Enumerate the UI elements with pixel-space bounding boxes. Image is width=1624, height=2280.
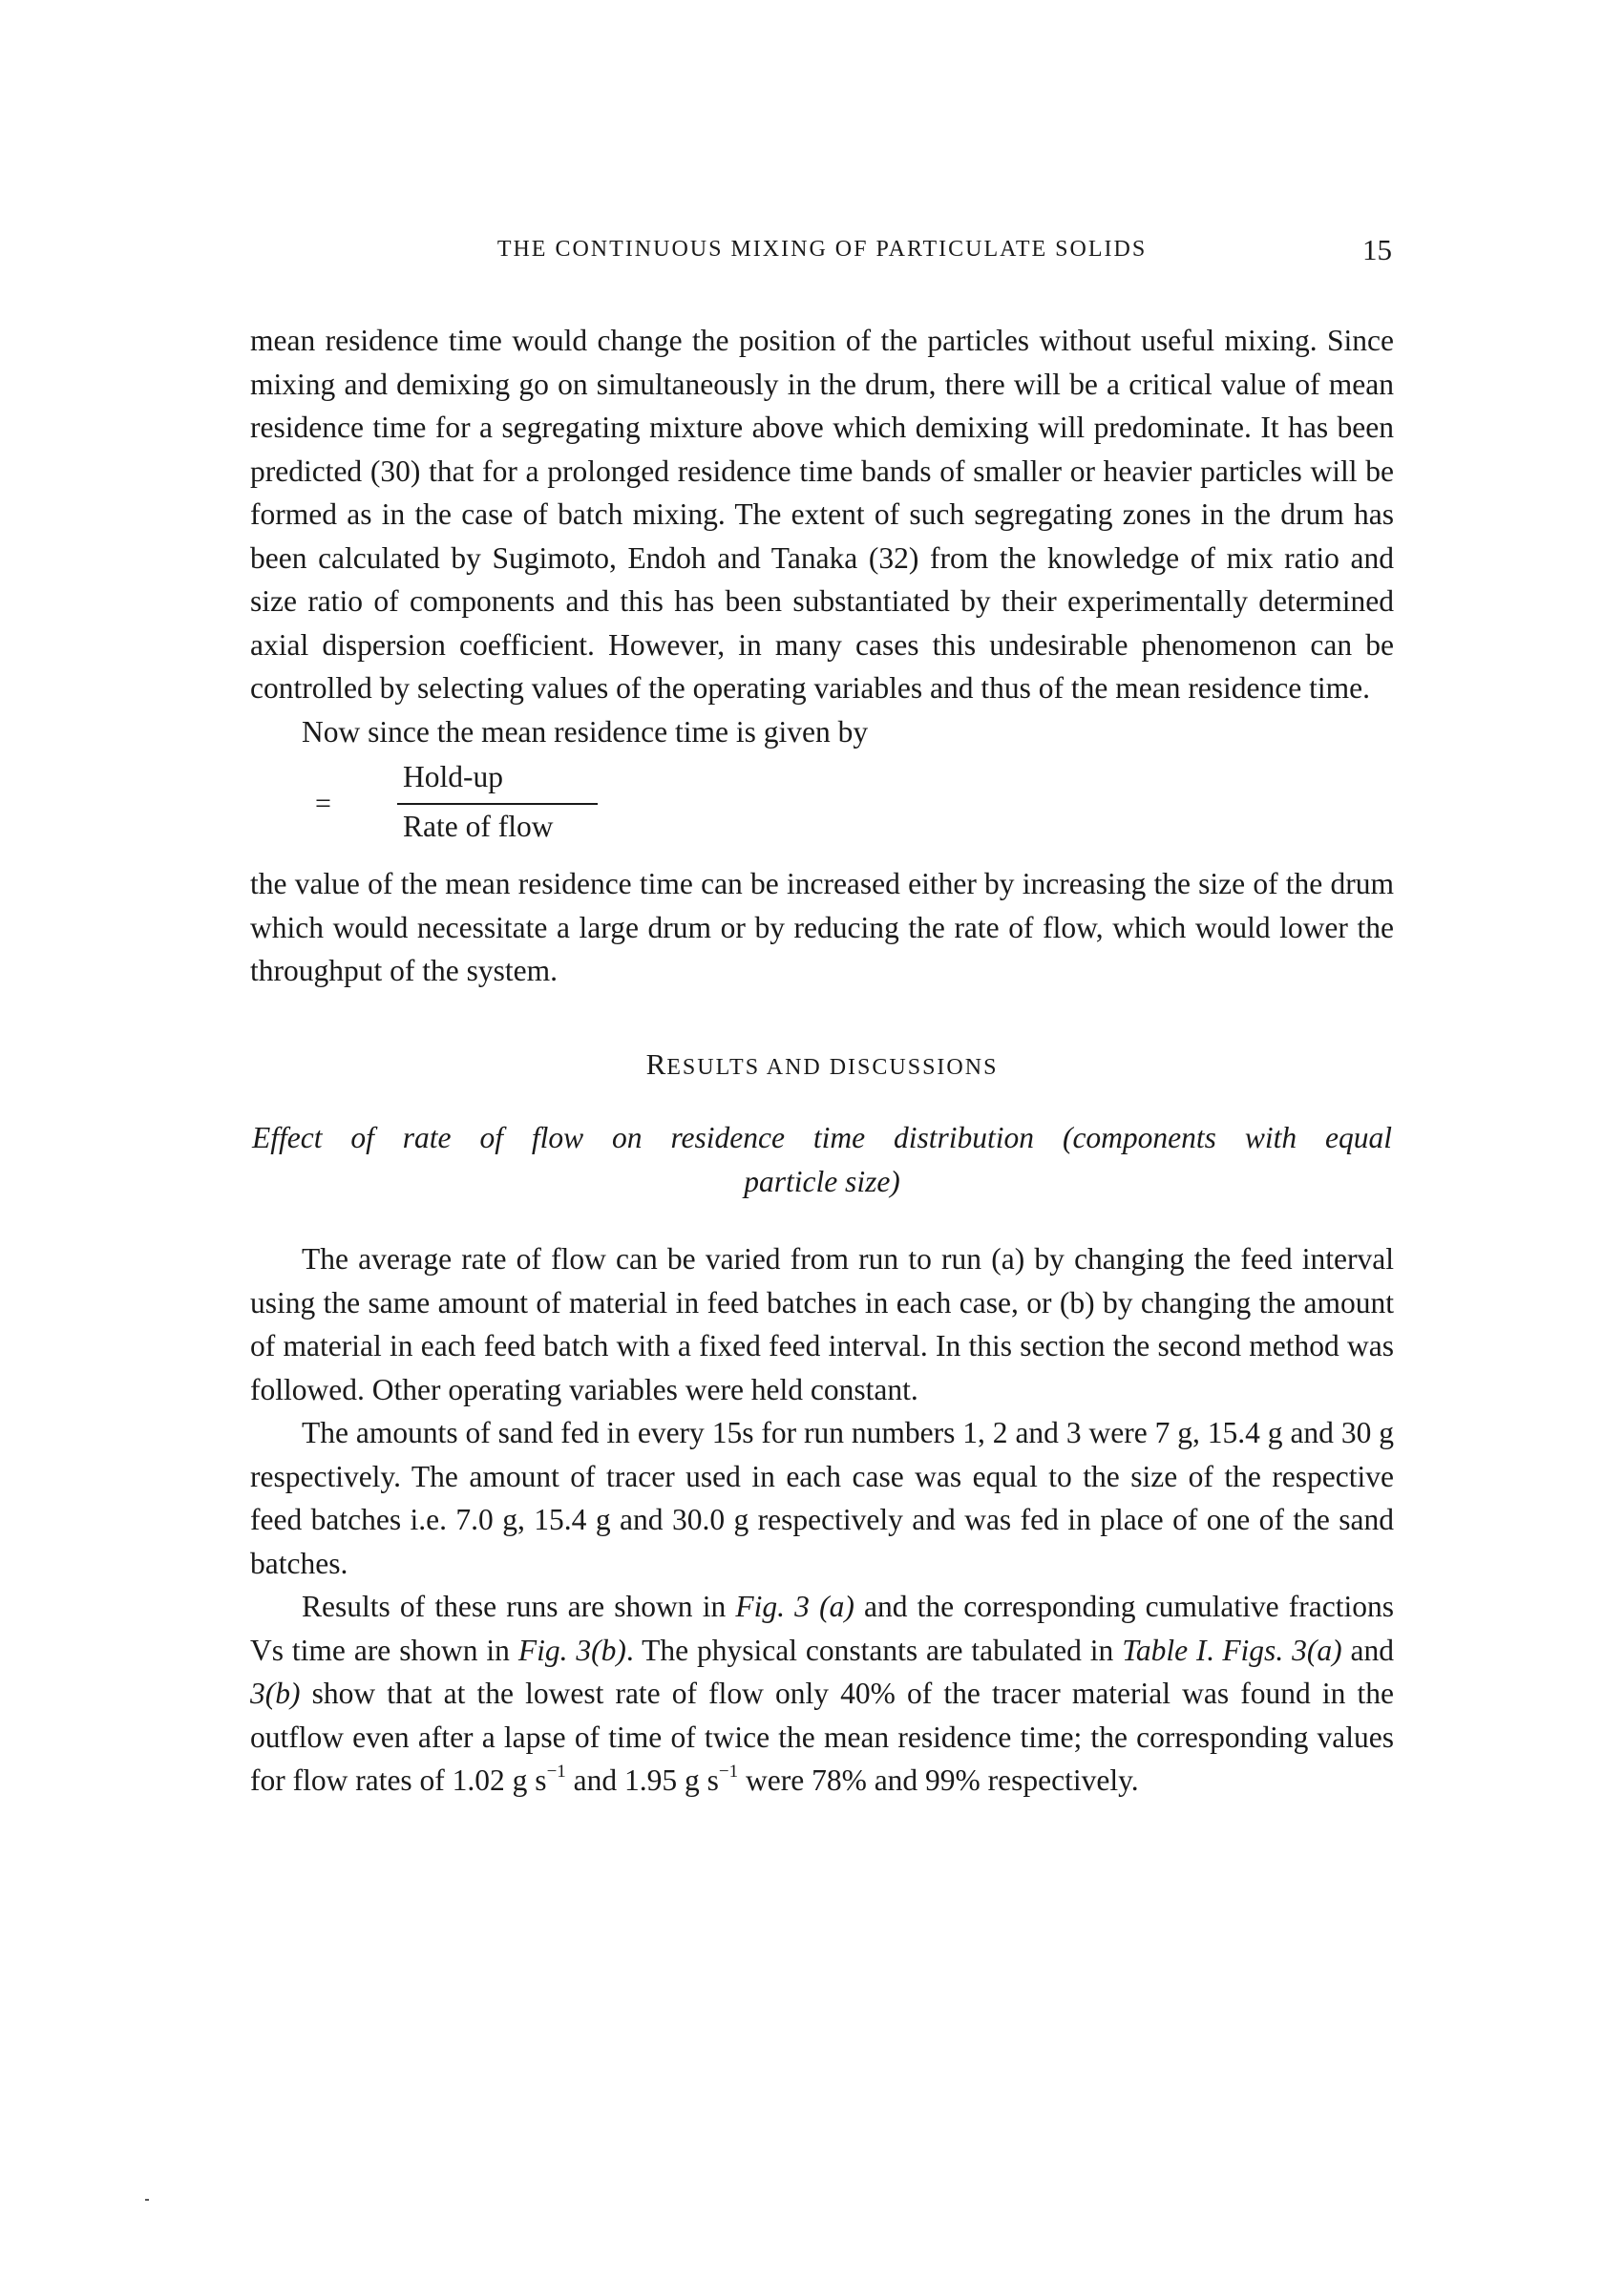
text-run: show that at the lowest rate of flow only 40% of the tracer material was found in the outflow even after a lapse of time of twice the mean residence time; the corresponding values for flow rates of 1.02 g s xyxy=(250,1677,1394,1797)
paragraph-continuation: mean residence time would change the position of the particles without useful mixing. Since mixing and demixing go on simultaneously in the drum, there will be a critical value of mean residence time for a segregating mixture above which demixing will predominate. It has been predicted (30) that for a prolonged residence time bands of smaller or heavier particles will be formed as in the case of batch mixing. The extent of such segregating zones in the drum has been calculated by Sugimoto, Endoh and Tanaka (32) from the knowledge of mix ratio and size ratio of components and this has been substantiated by their experimentally determined axial dispersion coefficient. However, in many cases this undesirable phenomenon can be controlled by selecting values of the operating variables and thus of the mean residence time. xyxy=(250,324,1394,705)
paragraph-results xyxy=(250,1585,1394,1803)
text-column xyxy=(250,319,1394,1803)
figs-3a-reference: Figs. 3(a) xyxy=(1222,1633,1342,1667)
heading-smallcaps: ESULTS AND DISCUSSIONS xyxy=(666,1054,999,1080)
paragraph-mean-residence-intro: Now since the mean residence time is given by xyxy=(302,714,869,749)
text-run: and xyxy=(1341,1633,1394,1667)
equation-denominator: Rate of flow xyxy=(403,810,554,843)
heading-initial: R xyxy=(645,1046,667,1081)
text-run: and 1.95 g s xyxy=(565,1763,719,1797)
running-head xyxy=(250,233,1394,271)
text-run: Results of these runs are shown in xyxy=(302,1590,736,1623)
text-run: . xyxy=(1206,1633,1223,1667)
page-number: 15 xyxy=(1362,233,1392,266)
fig-3b-second-reference: 3(b) xyxy=(250,1677,301,1710)
fig-3b-reference: Fig. 3(b) xyxy=(517,1633,626,1667)
exponent: −1 xyxy=(546,1762,566,1782)
fig-3a-reference: Fig. 3 (a) xyxy=(735,1590,854,1623)
text-run: and the corresponding cumulative fractions Vs time are shown in xyxy=(250,1590,1394,1667)
residence-time-equation xyxy=(250,755,1394,858)
section-heading xyxy=(250,1043,1394,1090)
text-run: were 78% and 99% respectively. xyxy=(738,1763,1139,1797)
running-title: THE CONTINUOUS MIXING OF PARTICULATE SOLIDS xyxy=(496,237,1148,262)
scan-mark xyxy=(145,2199,149,2201)
fraction xyxy=(397,755,598,849)
paragraph-flow-rate-methods: The average rate of flow can be varied from run to run (a) by changing the feed interval using the same amount of material in feed batches in each case, or (b) by changing the amount of material in each feed batch with a fixed feed interval. In this section the second method was followed. Other operating variables were held constant. xyxy=(250,1242,1394,1406)
equation-numerator: Hold-up xyxy=(397,755,598,805)
table-1-reference: Table I xyxy=(1122,1633,1207,1667)
paragraph-sand-amounts: The amounts of sand fed in every 15s for run numbers 1, 2 and 3 were 7 g, 15.4 g and 30 g respectively. The amount of tracer used in each case was equal to the size of the respective feed batches i.e. 7.0 g, 15.4 g and 30.0 g respectively and was fed in place of one of the sand batches. xyxy=(250,1416,1394,1580)
exponent: −1 xyxy=(718,1762,739,1782)
subsection-heading-line-2: particle size) xyxy=(744,1164,900,1198)
subsection-heading xyxy=(250,1116,1394,1203)
text-run: . The physical constants are tabulated in xyxy=(625,1633,1123,1667)
paragraph-increase-residence: the value of the mean residence time can be increased either by increasing the size of the drum which would necessitate a large drum or by reducing the rate of flow, which would lower the throughput of the system. xyxy=(250,867,1394,987)
equals-sign: = xyxy=(315,788,331,819)
subsection-heading-line-1: Effect of rate of flow on residence time distribution (components with equal xyxy=(252,1121,1392,1154)
